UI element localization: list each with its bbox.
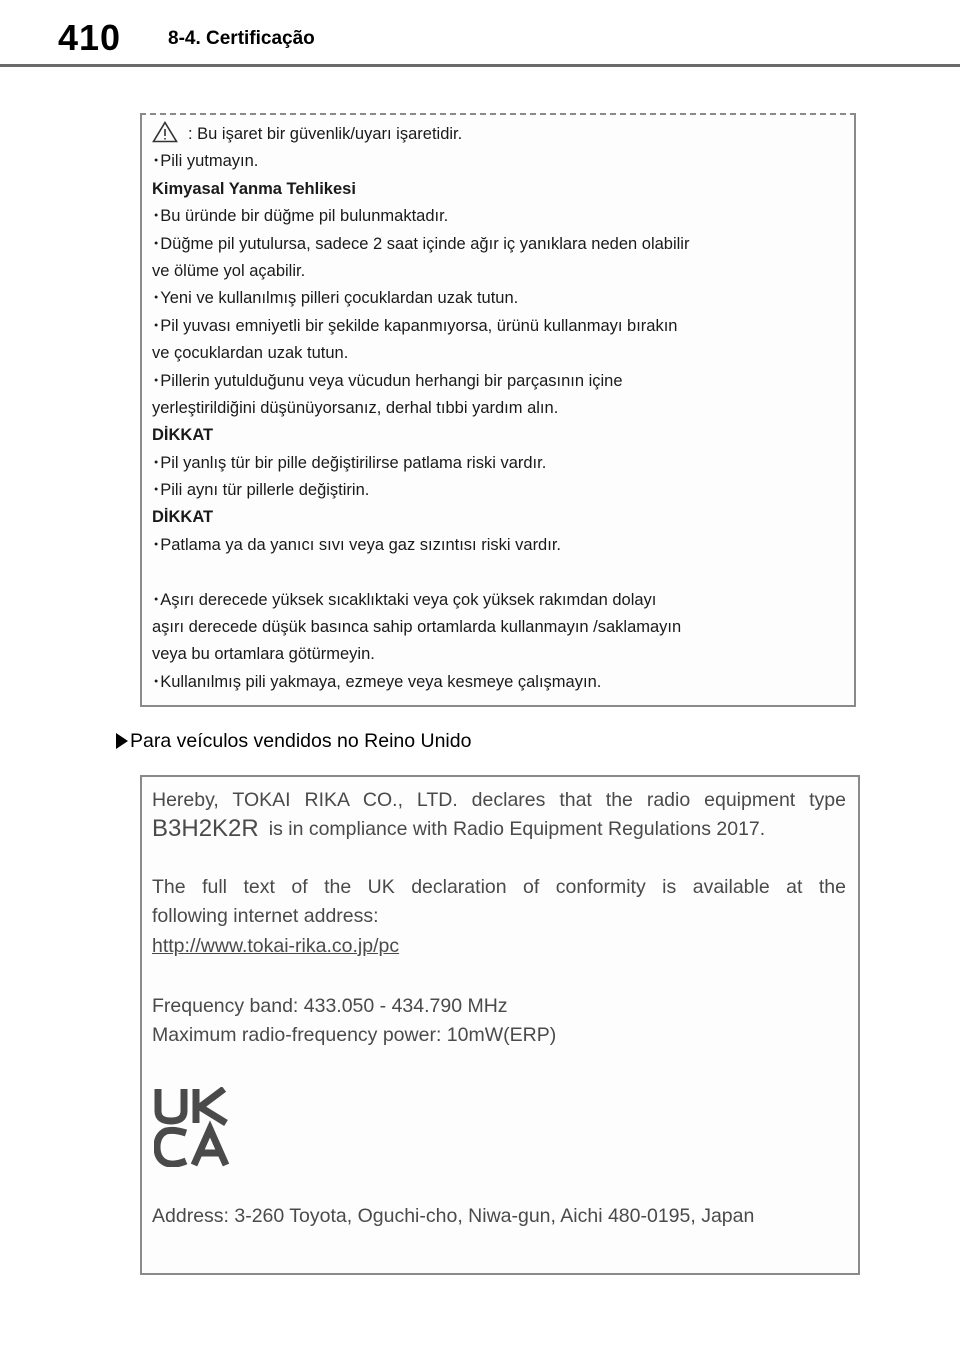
turkish-label-line-text: ･Pili aynı tür pillerle değiştirin.	[152, 481, 370, 500]
page-number: 410	[58, 17, 122, 58]
declaration-url-link[interactable]: http://www.tokai-rika.co.jp/pc	[152, 935, 400, 957]
turkish-label-line	[152, 368, 842, 395]
page-header	[0, 0, 960, 68]
turkish-label-text	[152, 121, 842, 696]
ukca-mark-icon	[154, 1087, 234, 1167]
uk-declaration-line-3: The full text of the UK declaration of conformity is available at the	[152, 876, 846, 898]
arrow-right-icon	[116, 733, 128, 749]
turkish-label-line	[152, 504, 842, 531]
turkish-label-line	[152, 395, 842, 422]
address-text: Address: 3-260 Toyota, Oguchi-cho, Niwa-gun, Aichi 480-0195, Japan	[152, 1205, 755, 1227]
uk-conformity-label	[140, 775, 860, 1275]
uk-declaration-line-1: Hereby, TOKAI RIKA CO., LTD. declares that the radio equipment type	[152, 789, 846, 811]
turkish-label-line-text: : Bu işaret bir güvenlik/uyarı işaretidir.	[188, 125, 463, 143]
turkish-label-line	[152, 340, 842, 367]
turkish-label-line	[152, 450, 842, 477]
turkish-label-line	[152, 532, 842, 559]
turkish-label-line	[152, 422, 842, 449]
turkish-label-line-text: ･Düğme pil yutulursa, sadece 2 saat içinde ağır iç yanıklara neden olabilir	[152, 234, 690, 253]
turkish-label-line	[152, 614, 842, 641]
turkish-label-line	[152, 285, 842, 312]
turkish-label-line	[152, 176, 842, 203]
turkish-label-line	[152, 313, 842, 340]
turkish-label-line-text: ･Yeni ve kullanılmış pilleri çocuklardan uzak tutun.	[152, 289, 519, 308]
turkish-label-line-text: ･Patlama ya da yanıcı sıvı veya gaz sızıntısı riski vardır.	[152, 535, 561, 554]
header-divider	[0, 64, 960, 67]
turkish-label-line-text: ･Bu üründe bir düğme pil bulunmaktadır.	[152, 207, 449, 226]
turkish-label-line	[152, 559, 842, 586]
turkish-label-line	[152, 203, 842, 230]
turkish-label-line	[152, 477, 842, 504]
turkish-label-line-text: DİKKAT	[152, 426, 214, 445]
turkish-label-line	[152, 669, 842, 696]
uk-declaration-line-2	[152, 815, 765, 843]
uk-declaration-line-2-rest: is in compliance with Radio Equipment Regulations 2017.	[268, 818, 766, 840]
model-code: B3H2K2R	[152, 815, 259, 842]
turkish-label-line-text: ･Pili yutmayın.	[152, 152, 259, 171]
frequency-band-text: Frequency band: 433.050 - 434.790 MHz	[152, 995, 508, 1017]
uk-section-heading	[116, 728, 471, 754]
turkish-label-line	[152, 231, 842, 258]
turkish-label-line	[152, 148, 842, 175]
turkish-label-line-text: ve ölüme yol açabilir.	[152, 261, 306, 280]
turkish-battery-warning-label	[140, 113, 856, 707]
warning-triangle-icon	[152, 121, 178, 143]
turkish-label-line-text: yerleştirildiğini düşünüyorsanız, derhal tıbbi yardım alın.	[152, 398, 559, 417]
turkish-label-line	[152, 121, 842, 148]
turkish-label-line-text: ･Pillerin yutulduğunu veya vücudun herhangi bir parçasının içine	[152, 371, 623, 390]
turkish-label-line-text: ･Pil yanlış tür bir pille değiştirilirse patlama riski vardır.	[152, 453, 547, 472]
turkish-label-line-text: ･Pil yuvası emniyetli bir şekilde kapanmıyorsa, ürünü kullanmayı bırakın	[152, 316, 678, 335]
turkish-label-line-text: DİKKAT	[152, 508, 214, 527]
turkish-label-line-text: ve çocuklardan uzak tutun.	[152, 344, 349, 363]
turkish-label-line-text: ･Aşırı derecede yüksek sıcaklıktaki veya çok yüksek rakımdan dolayı	[152, 590, 657, 609]
turkish-label-line	[152, 587, 842, 614]
turkish-label-line-text: ･Kullanılmış pili yakmaya, ezmeye veya kesmeye çalışmayın.	[152, 672, 602, 691]
uk-section-heading-text: Para veículos vendidos no Reino Unido	[130, 730, 472, 752]
max-power-text: Maximum radio-frequency power: 10mW(ERP)	[152, 1024, 557, 1046]
turkish-label-line	[152, 258, 842, 285]
section-title: 8-4. Certificação	[168, 28, 315, 49]
turkish-label-line-text: Kimyasal Yanma Tehlikesi	[152, 179, 356, 198]
uk-declaration-line-4: following internet address:	[152, 905, 379, 927]
turkish-label-line	[152, 641, 842, 668]
turkish-label-line-text: aşırı derecede düşük basınca sahip ortamlarda kullanmayın /saklamayın	[152, 618, 682, 637]
turkish-label-line-text: veya bu ortamlara götürmeyin.	[152, 645, 375, 664]
